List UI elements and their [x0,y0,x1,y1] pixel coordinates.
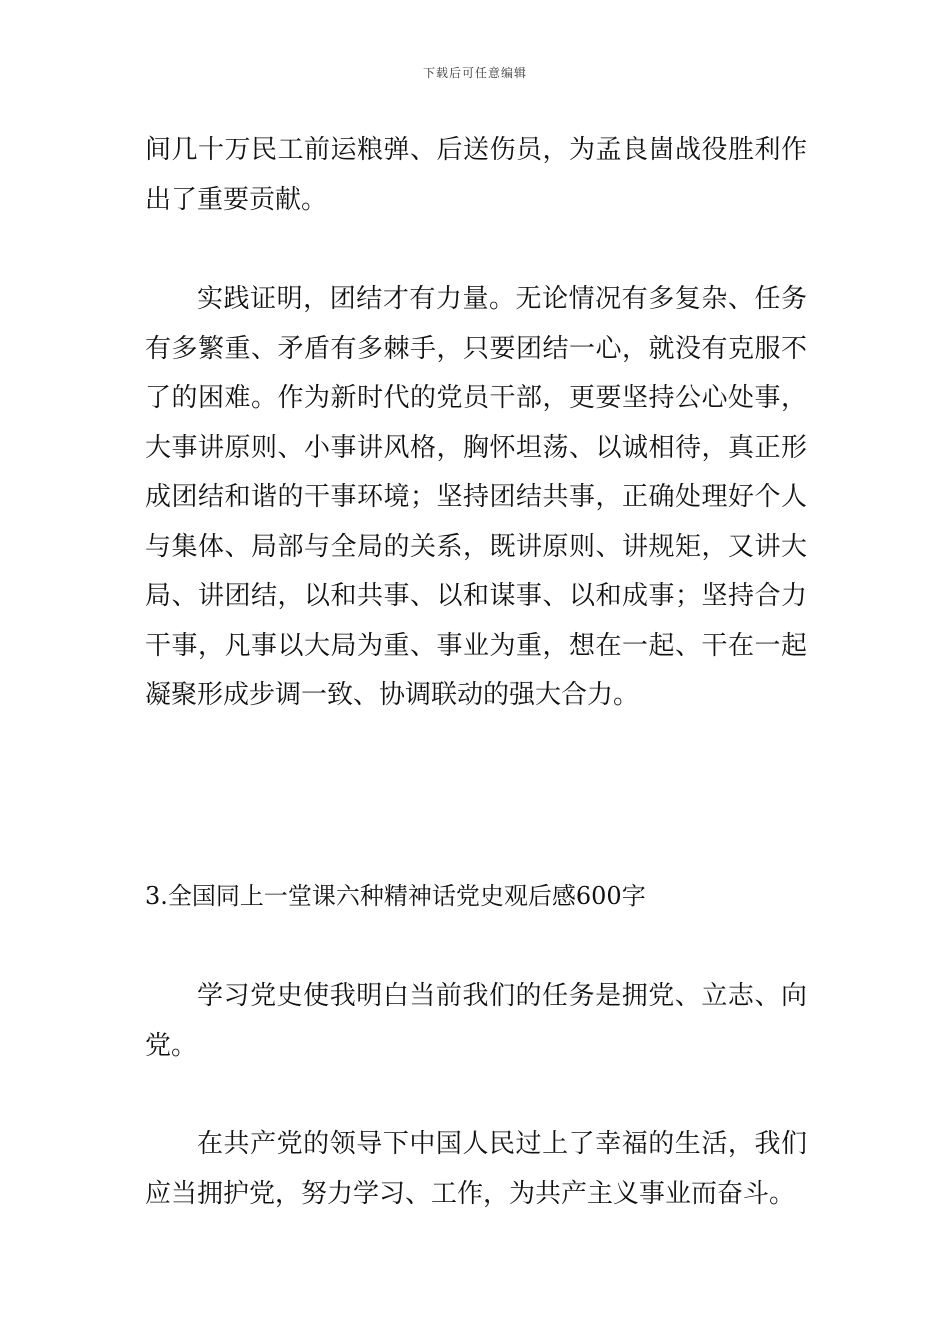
paragraph-study-history: 学习党史使我明白当前我们的任务是拥党、立志、向党。 [145,981,807,1061]
paragraph-unity: 实践证明，团结才有力量。无论情况有多复杂、任务有多繁重、矛盾有多棘手，只要团结一心，就没有克服不了的困难。作为新时代的党员干部，更要坚持公心处事，大事讲原则、小事讲风格，胸怀坦荡、以诚相待，真正形成团结和谐的干事环境；坚持团结共事，正确处理好个人与集体、局部与全局的关系，既讲原则、讲规矩，又讲大局、讲团结，以和共事、以和谋事、以和成事；坚持合力干事，凡事以大局为重、事业为重，想在一起、干在一起凝聚形成步调一致、协调联动的强大合力。 [145,284,807,710]
paragraph-continuation: 间几十万民工前运粮弹、后送伤员，为孟良崮战役胜利作出了重要贡献。 [145,135,807,215]
paragraph-support-party: 在共产党的领导下中国人民过上了幸福的生活，我们应当拥护党，努力学习、工作，为共产主义事业而奋斗。 [145,1129,807,1209]
page-header-note: 下载后可任意编辑 [422,66,527,80]
section-heading: 3.全国同上一堂课六种精神话党史观后感600字 [145,882,646,910]
